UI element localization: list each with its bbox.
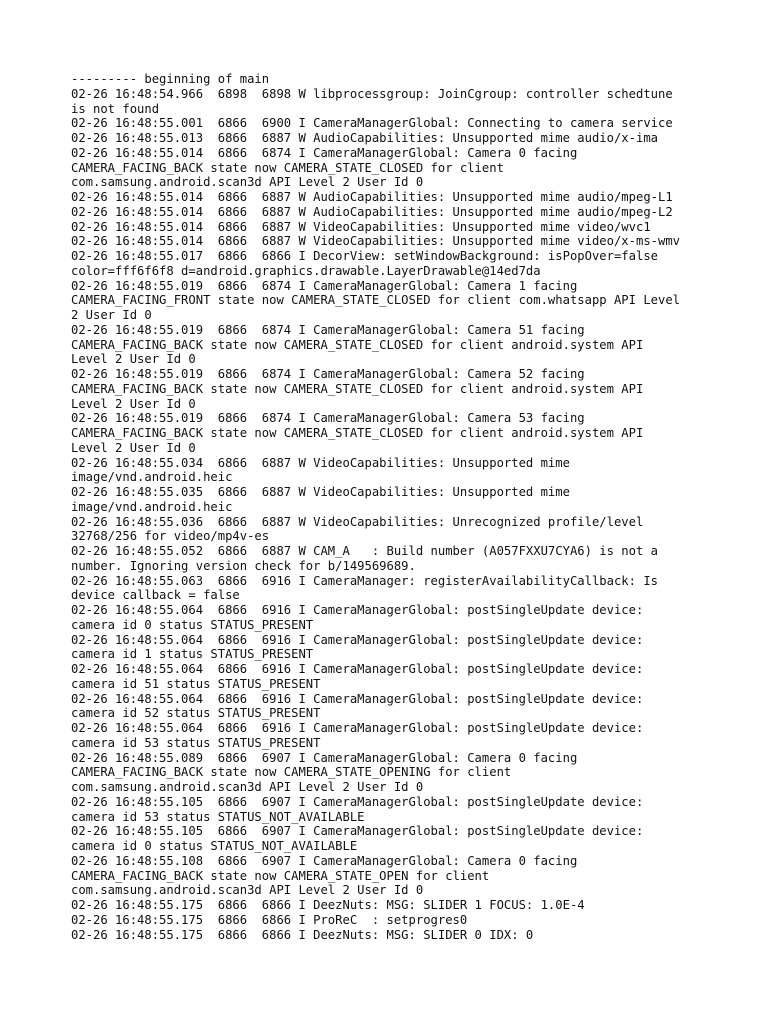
log-line: Level 2 User Id 0 xyxy=(71,352,196,367)
log-line: 2 User Id 0 xyxy=(71,308,152,322)
log-line: CAMERA_FACING_BACK state now CAMERA_STATE_CLOSED for client android.system API xyxy=(71,381,644,396)
log-line: 02-26 16:48:55.019 6866 6874 I CameraManagerGlobal: Camera 51 facing xyxy=(71,322,585,337)
log-line: com.samsung.android.scan3d API Level 2 User Id 0 xyxy=(71,883,424,898)
log-line: CAMERA_FACING_BACK state now CAMERA_STATE_OPEN for client xyxy=(71,868,490,883)
log-line: 02-26 16:48:55.017 6866 6866 I DecorView: setWindowBackground: isPopOver=false xyxy=(71,249,658,263)
log-line: 02-26 16:48:55.019 6866 6874 I CameraManagerGlobal: Camera 52 facing xyxy=(71,367,585,381)
log-line: color=fff6f6f8 d=android.graphics.drawable.LayerDrawable@14ed7da xyxy=(71,263,541,278)
log-line: 02-26 16:48:55.019 6866 6874 I CameraManagerGlobal: Camera 53 facing xyxy=(71,411,585,426)
log-line: 02-26 16:48:55.013 6866 6887 W AudioCapabilities: Unsupported mime audio/x-ima xyxy=(71,131,658,145)
log-line: com.samsung.android.scan3d API Level 2 User Id 0 xyxy=(71,175,424,190)
log-line: 02-26 16:48:55.064 6866 6916 I CameraManagerGlobal: postSingleUpdate device: xyxy=(71,662,644,676)
log-line: camera id 53 status STATUS_NOT_AVAILABLE xyxy=(71,809,365,824)
log-line: 02-26 16:48:55.019 6866 6874 I CameraManagerGlobal: Camera 1 facing xyxy=(71,278,578,293)
log-line: CAMERA_FACING_FRONT state now CAMERA_STATE_CLOSED for client com.whatsapp API Level xyxy=(71,293,681,308)
log-line: camera id 0 status STATUS_NOT_AVAILABLE xyxy=(71,839,358,853)
log-line: 02-26 16:48:55.105 6866 6907 I CameraManagerGlobal: postSingleUpdate device: xyxy=(71,794,644,809)
log-line: 02-26 16:48:55.105 6866 6907 I CameraManagerGlobal: postSingleUpdate device: xyxy=(71,824,644,839)
log-line: 02-26 16:48:55.175 6866 6866 I DeezNuts: MSG: SLIDER 1 FOCUS: 1.0E-4 xyxy=(71,898,585,912)
log-line: image/vnd.android.heic xyxy=(71,470,233,485)
log-line: 02-26 16:48:55.036 6866 6887 W VideoCapabilities: Unrecognized profile/level xyxy=(71,514,644,529)
log-line: 02-26 16:48:55.089 6866 6907 I CameraManagerGlobal: Camera 0 facing xyxy=(71,750,578,765)
log-line: 02-26 16:48:55.064 6866 6916 I CameraManagerGlobal: postSingleUpdate device: xyxy=(71,632,644,647)
log-line: com.samsung.android.scan3d API Level 2 User Id 0 xyxy=(71,780,424,794)
log-line: is not found xyxy=(71,101,160,116)
log-text-block xyxy=(71,72,711,942)
log-line: 02-26 16:48:55.063 6866 6916 I CameraManager: registerAvailabilityCallback: Is xyxy=(71,573,658,588)
log-line: 02-26 16:48:55.001 6866 6900 I CameraManagerGlobal: Connecting to camera service xyxy=(71,116,673,131)
log-line: 02-26 16:48:55.014 6866 6887 W AudioCapabilities: Unsupported mime audio/mpeg-L2 xyxy=(71,204,673,219)
log-line: camera id 0 status STATUS_PRESENT xyxy=(71,617,314,632)
log-line: 02-26 16:48:55.175 6866 6866 I ProReC : setprogres0 xyxy=(71,912,468,927)
log-line: CAMERA_FACING_BACK state now CAMERA_STATE_OPENING for client xyxy=(71,765,512,780)
log-line: 02-26 16:48:55.014 6866 6887 W VideoCapabilities: Unsupported mime video/x-ms-wmv xyxy=(71,234,681,249)
log-line: 02-26 16:48:54.966 6898 6898 W libprocessgroup: JoinCgroup: controller schedtune xyxy=(71,86,673,101)
log-line: 02-26 16:48:55.014 6866 6887 W VideoCapabilities: Unsupported mime video/wvc1 xyxy=(71,219,651,234)
log-line: camera id 52 status STATUS_PRESENT xyxy=(71,706,321,721)
log-line: 02-26 16:48:55.064 6866 6916 I CameraManagerGlobal: postSingleUpdate device: xyxy=(71,691,644,706)
log-line: CAMERA_FACING_BACK state now CAMERA_STATE_CLOSED for client android.system API xyxy=(71,426,644,440)
log-line: 02-26 16:48:55.014 6866 6887 W AudioCapabilities: Unsupported mime audio/mpeg-L1 xyxy=(71,190,673,204)
log-line: 32768/256 for video/mp4v-es xyxy=(71,529,270,544)
log-line: camera id 53 status STATUS_PRESENT xyxy=(71,735,321,750)
log-line: 02-26 16:48:55.035 6866 6887 W VideoCapabilities: Unsupported mime xyxy=(71,485,570,499)
log-line: camera id 51 status STATUS_PRESENT xyxy=(71,676,321,691)
log-line: 02-26 16:48:55.064 6866 6916 I CameraManagerGlobal: postSingleUpdate device: xyxy=(71,721,644,735)
log-line: Level 2 User Id 0 xyxy=(71,440,196,455)
log-line: image/vnd.android.heic xyxy=(71,499,233,514)
log-line: Level 2 User Id 0 xyxy=(71,396,196,411)
log-line: 02-26 16:48:55.175 6866 6866 I DeezNuts: MSG: SLIDER 0 IDX: 0 xyxy=(71,927,534,942)
log-line: number. Ignoring version check for b/149569689. xyxy=(71,558,416,573)
log-line: 02-26 16:48:55.014 6866 6874 I CameraManagerGlobal: Camera 0 facing xyxy=(71,145,578,160)
log-line: CAMERA_FACING_BACK state now CAMERA_STATE_CLOSED for client xyxy=(71,160,504,175)
log-line: 02-26 16:48:55.064 6866 6916 I CameraManagerGlobal: postSingleUpdate device: xyxy=(71,603,644,617)
log-line: 02-26 16:48:55.034 6866 6887 W VideoCapabilities: Unsupported mime xyxy=(71,455,570,470)
log-line: 02-26 16:48:55.108 6866 6907 I CameraManagerGlobal: Camera 0 facing xyxy=(71,853,578,868)
log-line: device callback = false xyxy=(71,588,240,603)
log-line: CAMERA_FACING_BACK state now CAMERA_STATE_CLOSED for client android.system API xyxy=(71,337,644,352)
log-line: 02-26 16:48:55.052 6866 6887 W CAM_A : Build number (A057FXXU7CYA6) is not a xyxy=(71,544,658,558)
log-line: camera id 1 status STATUS_PRESENT xyxy=(71,647,314,662)
log-line: --------- beginning of main xyxy=(71,72,270,86)
